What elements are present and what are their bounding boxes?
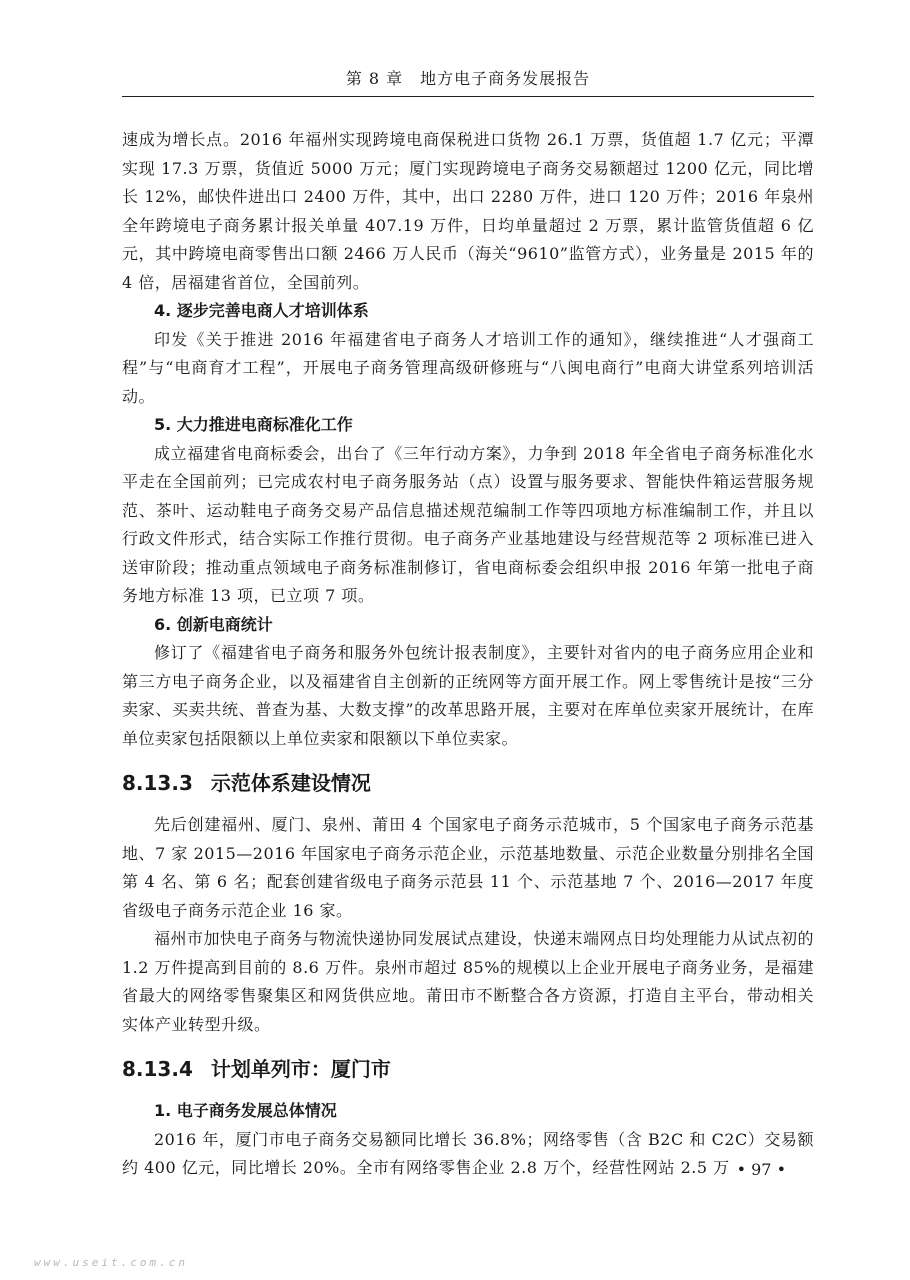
page-number: • 97 • [736, 1160, 786, 1179]
subheading: 6. 创新电商统计 [154, 614, 273, 634]
paragraph: 成立福建省电商标委会，出台了《三年行动方案》，力争到 2018 年全省电子商务标准化水平走在全国前列；已完成农村电子商务服务站（点）设置与服务要求、智能快件箱运营服务规范、茶叶、运动鞋电子商务交易产品信息描述规范编制工作等四项地方标准编制工作，并且以行政文件形式，结合实际工作推行贯彻。电子商务产业基地建设与经营规范等 2 项标准已进入送审阶段；推动重点领域电子商务标准制修订，省电商标委会组织申报 2016 年第一批电子商务地方标准 13 项，已立项 7 项。 [122, 443, 814, 605]
watermark: www.useit.com.cn [34, 1256, 188, 1269]
section-title: 计划单列市：厦门市 [210, 1057, 391, 1081]
paragraph: 印发《关于推进 2016 年福建省电子商务人才培训工作的通知》，继续推进“人才强商工程”与“电商育才工程”，开展电子商务管理高级研修班与“八闽电商行”电商大讲堂系列培训活动。 [122, 329, 814, 406]
paragraph: 速成为增长点。2016 年福州实现跨境电商保税进口货物 26.1 万票，货值超 1.7 亿元；平潭实现 17.3 万票，货值近 5000 万元；厦门实现跨境电子商务交易额超过 1200 亿元，同比增长 12%，邮快件进出口 2400 万件，其中，出口 2280 万件，进口 120 万件；2016 年泉州全年跨境电子商务累计报关单量 407.19 万件，日均单量超过 2 万票，累计监管货值超 6 亿元，其中跨境电商零售出口额 2466 万人民币（海关“9610”监管方式），业务量是 2015 年的 4 倍，居福建省首位，全国前列。 [122, 130, 814, 292]
section-number: 8.13.4 [122, 1057, 193, 1081]
section-heading [122, 1053, 814, 1085]
section-number: 8.13.3 [122, 771, 193, 795]
header-rule [122, 96, 814, 97]
subheading: 5. 大力推进电商标准化工作 [154, 415, 353, 434]
section-title: 示范体系建设情况 [210, 771, 371, 795]
running-header: 第 8 章 地方电子商务发展报告 [345, 69, 591, 88]
section-heading [122, 767, 814, 799]
subheading: 1. 电子商务发展总体情况 [154, 1101, 337, 1120]
paragraph: 修订了《福建省电子商务和服务外包统计报表制度》，主要针对省内的电子商务应用企业和第三方电子商务企业，以及福建省自主创新的正统网等方面开展工作。网上零售统计是按“三分卖家、买卖共统、普查为基、大数支撑”的改革思路开展，主要对在库单位卖家开展统计，在库单位卖家包括限额以上单位卖家和限额以下单位卖家。 [122, 643, 814, 748]
paragraph: 福州市加快电子商务与物流快递协同发展试点建设，快递末端网点日均处理能力从试点初的 1.2 万件提高到目前的 8.6 万件。泉州市超过 85%的规模以上企业开展电子商务业务，是福建省最大的网络零售聚集区和网货供应地。莆田市不断整合各方资源，打造自主平台，带动相关实体产业转型升级。 [122, 929, 815, 1034]
subheading: 4. 逐步完善电商人才培训体系 [154, 301, 369, 320]
page-body [122, 126, 814, 1183]
paragraph: 先后创建福州、厦门、泉州、莆田 4 个国家电子商务示范城市，5 个国家电子商务示范基地、7 家 2015—2016 年国家电子商务示范企业，示范基地数量、示范企业数量分别排名全国第 4 名、第 6 名；配套创建省级电子商务示范县 11 个、示范基地 7 个、2016—2017 年度省级电子商务示范企业 16 家。 [122, 815, 814, 920]
paragraph: 2016 年，厦门市电子商务交易额同比增长 36.8%；网络零售（含 B2C 和 C2C）交易额约 400 亿元，同比增长 20%。全市有网络零售企业 2.8 万个，经营性网站 2.5 万 [122, 1129, 814, 1177]
